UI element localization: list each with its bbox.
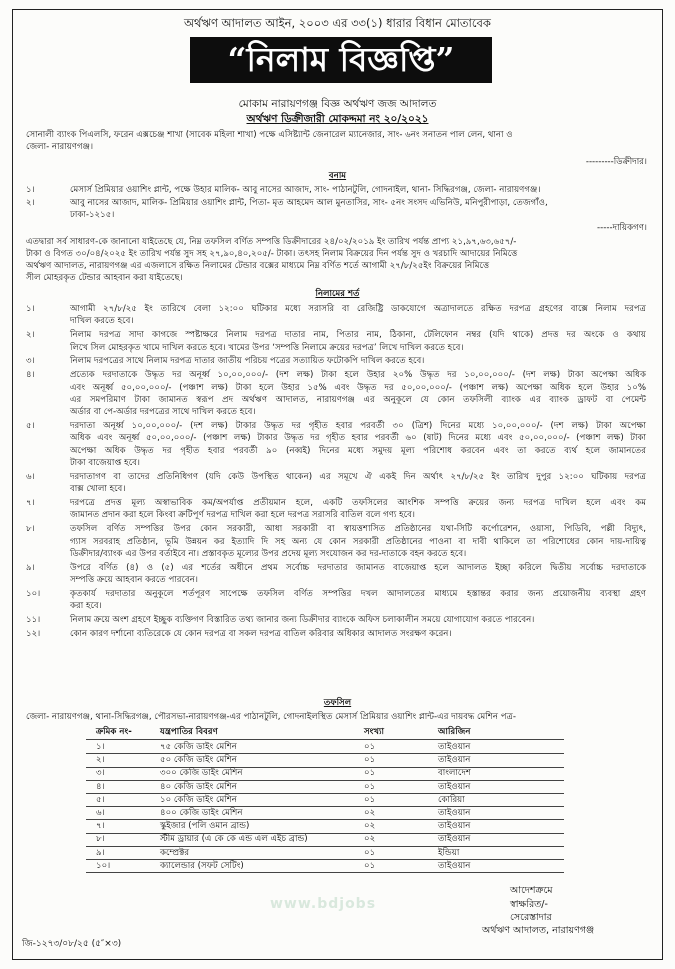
decree-holder-role: ---------ডিক্রীদার।: [585, 157, 647, 167]
table-cell-quantity: ০২: [364, 821, 376, 832]
table-cell-description: ৫০ কেজি ডাইং মেশিন: [160, 755, 237, 766]
debtor-number: ১।: [26, 185, 35, 195]
condition-line: দাখিল করতে হবে।: [70, 316, 134, 327]
decree-holder-line-2: জেলা- নারায়ণগঞ্জ।: [26, 142, 94, 152]
condition-line: অধিক এবং অনূর্ধ্ব ৫০,০০,০০০/- (পঞ্চাশ লক্ষ) টাকার উদ্ধৃত দর গৃহীত হবার পরবর্তী ৬০ (ষাট) দিনের মধ্যে এবং ৫০,০০,০০০/- (পঞ্চাশ লক্ষ) টাকা: [70, 433, 646, 444]
condition-line: কৃতকার্য দরদাতার অনুকূলে শর্তপূরণ সাপেক্ষে তফসিল বর্ণিত সম্পত্তির দখল আদালতের মাধ্যমে হস্তান্তর করার জন্য প্রয়োজনীয় ব্যবস্থা গ্রহণ: [70, 589, 646, 599]
decree-holder-line-1: সোনালী ব্যাংক পিএলসি, ফরেন এক্সচেঞ্জ শাখা (সাবেক মহিলা শাখা) পক্ষে এসিষ্ট্যান্ট জেনারেল ম্যানেজার, সাং- ৬নং সনাতন পাল লেন, থানা ও: [26, 130, 513, 140]
debtors-role: -----দায়িকগণ।: [597, 223, 647, 233]
condition-number: ১১।: [26, 615, 41, 626]
debtor-2-line-2: ঢাকা-১২১৫।: [70, 210, 115, 220]
condition-number: ১।: [26, 304, 35, 314]
condition-line: করা হবে।: [70, 601, 102, 612]
table-row-rule: [86, 819, 564, 820]
condition-line: ডিক্রীদার/ব্যাংক এর উপর বর্তাইবে না। প্রস্তাবকৃত মূল্যের উপর প্রদেয় মূল্য সংযোজন কর দর-দাতাকে বহন করতে হবে।: [70, 548, 467, 559]
case-number: অর্থঋণ ডিক্রীজারী মোকদ্দমা নং ২০/২০২১: [246, 113, 429, 125]
signature-office: অর্থঋণ আদালত, নারায়ণগঞ্জ: [482, 925, 595, 936]
condition-number: ৫।: [26, 421, 35, 432]
table-cell-description: কম্প্রেক্টর: [160, 847, 190, 858]
table-cell-description: ১০ কেজি ডাইং মেশিন: [160, 794, 237, 805]
watermark: www.bdjobs: [270, 896, 377, 912]
condition-line: নিলাম দরপত্র সাদা কাগজে স্পষ্টাক্ষরে নিলাম দরপত্র দাতার নাম, পিতার নাম, ঠিকানা, টেলিফোন নম্বর (যদি থাকে) প্রদত্ত দর অংকে ও কথায়: [70, 330, 646, 341]
condition-line: এর সমপরিমাণ টাকা জামানত স্বরূপ প্রদ অর্থঋণ আদালত, নারায়ণগঞ্জ এর অনুকূলে যে কোন তফসিলী ব্যাংক এর ব্যাংক ড্রাফট বা পেমেন্ট: [70, 394, 646, 405]
versus-heading: বনাম: [328, 171, 347, 181]
condition-line: টাকা বাজেয়াপ্ত হবে।: [70, 458, 140, 468]
table-row-rule: [86, 872, 564, 873]
notice-paragraph-line: এতদ্বারা সর্ব সাধারণ-কে জানানো যাইতেছে যে, নিম্ন তফসিল বর্ণিত সম্পত্তি ডিক্রীদারের ২৪/০২/২০১৯ ইং তারিখ পর্যন্ত প্রাপ্য ২১,৯৭,৬৩,৬৫৭/-: [26, 237, 517, 247]
table-cell-serial: ৬।: [96, 808, 105, 818]
table-cell-origin: তাইওয়ান: [438, 860, 471, 871]
condition-number: ২।: [26, 330, 35, 341]
debtor-1-line: মেসার্স প্রিমিয়ার ওয়াশিং প্লান্ট, পক্ষে উহার মালিক- আবু নাসের আজাদ, সাং- পাঠানটুলি, গোদনাইল, থানা- সিদ্ধিরগঞ্জ, জেলা- নারায়ণগঞ্জ।: [70, 185, 541, 195]
conditions-heading: নিলামের শর্ত: [315, 289, 360, 299]
debtor-number: ২।: [26, 198, 35, 208]
notice-title-banner: “নিলাম বিজ্ঞপ্তি”: [190, 37, 492, 83]
law-reference-line: অর্থঋণ আদালত আইন, ২০০৩ এর ৩৩(১) ধারার বিধান মোতাবেক: [184, 16, 491, 30]
table-cell-serial: ১০।: [96, 860, 111, 871]
condition-line: প্রত্যেক দরদাতাকে উদ্ধৃত দর অনূর্ধ্ব ১০,০০,০০০/- (দশ লক্ষ) টাকা হলে উহার ২০% উদ্ধৃত দর ১০,০০,০০০/- (দশ লক্ষ) টাকা অপেক্ষা অধিক: [70, 370, 646, 381]
condition-line: দরপত্রে প্রদত্ত মূল্য অস্বাভাবিক কম/অপর্যাপ্ত প্রতীয়মান হলে, একটি তফসিলের আংশিক সম্পত্তি ক্রয়ের জন্য দরপত্র দাখিল হলে এবং কম: [70, 498, 646, 509]
notice-paragraph-line: অর্থঋণ আদালত, নারায়ণগঞ্জ এর এজলাসে রক্ষিত নিলামের টেন্ডার বক্সের মাধ্যমে নিম্ন বর্ণিত শর্তে আগামী ২৭/৮/২৫ইং বিক্রয়ের নিমিত্তে: [26, 261, 490, 271]
table-cell-quantity: ০১: [364, 794, 376, 805]
table-cell-serial: ৫।: [96, 794, 105, 805]
condition-line: সম্পত্তি ক্রয়ে আহবান করতে পারবেন।: [70, 575, 198, 586]
table-row-rule: [86, 767, 564, 768]
condition-number: ১০।: [26, 589, 41, 599]
table-cell-origin: তাইওয়ান: [438, 808, 471, 818]
table-cell-quantity: ০২: [364, 808, 376, 818]
condition-number: ৯।: [26, 562, 35, 573]
table-cell-origin: তাইওয়ান: [438, 755, 471, 766]
schedule-heading: তফসিল: [323, 698, 352, 708]
table-cell-quantity: ০২: [364, 834, 376, 845]
table-cell-origin: তাইওয়ান: [438, 781, 471, 792]
table-header-quantity: সংখ্যা: [364, 727, 385, 737]
table-header-serial: ক্রমিক নং-: [96, 727, 132, 737]
table-cell-description: ক্যালেন্ডার (সফট সেটিং): [160, 860, 244, 871]
condition-line: গ্যাস সরবরাহ প্রতিষ্ঠান, ভূমি উন্নয়ন কর ইত্যাদি দি সহ অন্য যে কোন সরকারী প্রতিষ্ঠানের পাওনা বা দাবী থাকিলে তা পরিশোধের কোন দায়-দায়িত্ব: [70, 536, 646, 547]
condition-number: ৪।: [26, 370, 35, 381]
condition-number: ৬।: [26, 471, 35, 482]
table-cell-description: ৭৫ কেজি ডাইং মেশিন: [160, 742, 237, 752]
table-cell-serial: ১।: [96, 742, 105, 752]
condition-number: ৭।: [26, 498, 35, 509]
condition-line: নিলাম ক্রয়ে অংশ গ্রহণে ইচ্ছুক ব্যক্তিগণ বিস্তারিত তথ্য জানার জন্য ডিক্রীদার ব্যাংকে অফিস চলাকালীন সময়ে যোগাযোগ করতে পারবেন।: [70, 615, 535, 626]
table-cell-origin: তাইওয়ান: [438, 834, 471, 845]
table-cell-quantity: ০১: [364, 768, 376, 779]
table-header-origin: আরিজিন: [438, 727, 471, 737]
condition-line: কোন কারণ দর্শানো ব্যতিরেকে যে কোন দরপত্র বা সকল দরপত্র বাতিল করিবার অধিকার আদালত সংরক্ষণ করেন।: [70, 629, 452, 640]
table-row-rule: [86, 833, 564, 834]
table-cell-description: ৪০ কেজি ডাইং মেশিন: [160, 781, 237, 792]
condition-line: তফসিল বর্ণিত সম্পত্তির উপর কোন সরকারী, আধা সরকারী বা স্বায়ত্তশাসিত প্রতিষ্ঠানের যথা-সিটি কর্পোরেশন, ওয়াসা, পিডিবি, পল্লী বিদ্যুৎ,: [70, 524, 646, 535]
condition-line: এবং অনূর্ধ্ব ৫০,০০,০০০/- (পঞ্চাশ লক্ষ) টাকা হলে উহার ১৫% এবং উদ্ধৃত দর ৫০,০০,০০০/- (পঞ্চাশ লক্ষ) অপেক্ষা অধিক হলে উহার ১০%: [70, 382, 646, 393]
table-cell-origin: তাইওয়ান: [438, 821, 471, 832]
footer-code: জি-১২৭৩/০৮/২৫ (৫″×৩): [22, 939, 122, 949]
condition-line: দরদাতা অনূর্ধ্ব ১০,০০,০০০/- (দশ লক্ষ) টাকার উদ্ধৃত দর গৃহীত হবার পরবর্তী ৩০ (ত্রিশ) দিনের মধ্যে ১০,০০,০০০/- (দশ লক্ষ) টাকা অপেক্ষা: [70, 421, 646, 432]
table-row-rule: [86, 793, 564, 794]
debtor-2-line-1: আবু নাসের আজাদ, মালিক- প্রিমিয়ার ওয়াশিং প্লান্ট, পিতা- মৃত আহমেদ আল মুনতাসির, সাং- ৫নং সংসদ এভিনিউ, মনিপুরীপাড়া, তেজগাঁও,: [70, 198, 548, 208]
table-cell-description: স্টীম ড্রায়ার (এ কে কে এন্ড এল এইচ ব্রান্ড): [160, 834, 308, 845]
table-cell-quantity: ০১: [364, 847, 376, 858]
signature-order: আদেশক্রমে: [510, 885, 553, 896]
table-cell-serial: ৩।: [96, 768, 105, 779]
table-cell-quantity: ০১: [364, 860, 376, 871]
table-cell-description: ৩০০ কেজি ডাইং মেশিন: [160, 768, 243, 779]
table-cell-serial: ৭।: [96, 821, 105, 832]
table-header-rule: [86, 739, 564, 740]
schedule-intro: জেলা- নারায়ণগঞ্জ, থানা-সিদ্ধিরগঞ্জ, পৌরসভা-নারায়ণগঞ্জ-এর পাঠানটুলি, গোদনাইলস্থিত মেসার্স প্রিমিয়ার ওয়াশিং প্লান্ট-এর দায়বদ্ধ মেশিন পত্র-: [26, 712, 516, 722]
table-cell-description: ৪০০ কেজি ডাইং মেশিন: [160, 808, 243, 818]
table-cell-origin: কোরিয়া: [438, 794, 465, 805]
table-cell-quantity: ০১: [364, 742, 376, 752]
condition-number: ৩।: [26, 356, 35, 367]
condition-line: নিলাম দরপত্রের সাথে নিলাম দরপত্র দাতার জাতীয় পরিচয় পত্রের সত্যায়িত ফটোকপি দাখিল করতে হবে।: [70, 356, 425, 367]
table-row-rule: [86, 753, 564, 754]
table-cell-origin: ইন্ডিয়া: [438, 847, 460, 858]
court-name: মোকাম নারায়ণগঞ্জ বিজ্ঞ অর্থঋণ জজ আদালত: [238, 98, 437, 110]
condition-number: ১২।: [26, 629, 41, 640]
table-cell-serial: ৯।: [96, 847, 105, 858]
table-cell-origin: তাইওয়ান: [438, 742, 471, 752]
notice-paragraph-line: টাকা ও বিগত ৩০/০৪/২০২৫ ইং তারিখ পর্যন্ত সুদ সহ ২৭,৯০,৪০,২০৫/- টাকা। তৎসহ নিলাম বিক্রয়ের দিন পর্যন্ত সুদ ও খরচাদি আদায়ের নিমিত্তে: [26, 249, 518, 259]
condition-line: বাক্স খোলা হবে।: [70, 484, 126, 495]
condition-line: আগামী ২৭/৮/২৫ ইং তারিখে বেলা ১২:০০ ঘটিকার মধ্যে সরাসরি বা রেজিষ্ট্রি ডাকযোগে অত্রাদালতে রক্ষিত দরপত্র গ্রহণের বাক্সে নিলাম দরপত্র: [70, 304, 646, 314]
condition-line: জামানত প্রদান করা হলে কিংবা ক্রটিপূর্ণ দরপত্র দাখিল করা হলে দরপত্র সরাসরি বাতিল বলে গণ্য হবে।: [70, 510, 415, 521]
table-row-rule: [86, 846, 564, 847]
signature-signed: স্বাক্ষরিত/-: [510, 899, 548, 910]
table-cell-quantity: ০১: [364, 781, 376, 792]
table-cell-origin: বাংলাদেশ: [438, 768, 471, 779]
table-cell-quantity: ০১: [364, 755, 376, 766]
condition-line: অর্ডার বা পে-অর্ডার দরপত্রের সাথে দাখিল করতে হবে।: [70, 407, 256, 418]
condition-line: অপেক্ষা অধিক উদ্ধৃত দর গৃহীত হবার পরবর্তী ৯০ (নব্বই) দিনের মধ্যে সমুদয় মূল্য পরিশোধ করবেন এবং তা করতে ব্যর্থ হলে জামানতের: [70, 445, 646, 456]
condition-line: লিখে সিল মোহরকৃত খামে দাখিল করতে হবে। খামের উপর ‘সম্পত্তি নিলামে ক্রয়ের দরপত্র’ লিখে দাখিল করতে হবে।: [70, 342, 464, 353]
table-cell-description: স্কুইজার (পলি ওমান ব্রান্ড): [160, 821, 250, 832]
notice-paragraph-line: সীল মোহরকৃত টেন্ডার আহবান করা যাইতেছে।: [26, 273, 183, 283]
table-cell-serial: ২।: [96, 755, 105, 766]
table-header-description: যন্ত্রপাতির বিবরণ: [160, 727, 218, 737]
table-row-rule: [86, 806, 564, 807]
table-cell-serial: ৪।: [96, 781, 105, 792]
table-row-rule: [86, 859, 564, 860]
table-cell-serial: ৮।: [96, 834, 105, 845]
condition-line: উপরে বর্ণিত (৪) ও (৫) এর শর্তের অধীনে প্রথম সর্বোচ্চ দরদাতার জামানত বাজেয়াপ্ত হলে আদালত ইচ্ছা করিলে দ্বিতীয় সর্বোচ্চ দরদাতাকে: [70, 562, 646, 573]
condition-number: ৮।: [26, 524, 35, 535]
table-row-rule: [86, 780, 564, 781]
condition-line: দরদাতাগণ বা তাদের প্রতিনিধিগণ (যদি কেউ উপস্থিত থাকেন) এর সমূখে ঐ একই দিন অর্থাৎ ২৭/৮/২৫ ইং তারিখ দুপুর ১২:০০ ঘটিকায় দরপত্র: [70, 471, 646, 482]
signature-designation: সেরেস্তাদার: [510, 912, 552, 923]
